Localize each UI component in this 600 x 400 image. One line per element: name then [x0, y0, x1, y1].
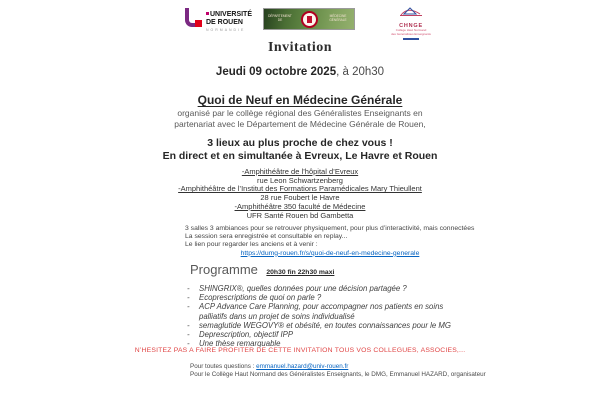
organizer-line-1: organisé par le collège régional des Généralistes Enseignants en: [177, 108, 423, 118]
organizer-line-2: partenariat avec le Département de Médecine Générale de Rouen,: [174, 118, 426, 129]
univ-rouen-sub-text: NORMANDIE: [206, 28, 246, 32]
chnge-sketch-icon: [398, 4, 424, 17]
chnge-logo-sub1: Collège Haut Normand: [395, 28, 427, 32]
venue-name: -Amphithéâtre de l’Institut des Formations Paramédicales Mary Thieullent: [178, 184, 422, 194]
chnge-logo-sub2: des Généralistes Enseignants: [391, 31, 431, 36]
venues-intro-line-1: 3 lieux au plus proche de chez vous !: [207, 137, 393, 149]
programme-item: - Ecoprescriptions de quoi on parle ?: [185, 293, 453, 302]
footer: [190, 363, 520, 380]
programme-item: - ACP Advance Care Planning, pour accompagner nos patients en soins palliatifs dans un projet de soins individualisé: [185, 302, 453, 320]
programme-time: 20h30 fin 22h30 maxi: [266, 269, 335, 276]
univ-rouen-logo-text: UNIVERSITÉ DE ROUEN NORMANDIE: [206, 8, 252, 35]
dumg-right-text: MÉDECINE GÉNÉRALE: [329, 14, 347, 22]
info-paragraph: [185, 225, 475, 258]
venues-intro: [0, 137, 600, 163]
venue-address: UFR Santé Rouen bd Gambetta: [246, 210, 354, 220]
programme-heading: [190, 261, 490, 279]
venue-name: -Amphithéâtre de l’hôpital d’Evreux: [241, 167, 359, 176]
session-replay-link[interactable]: https://dumg-rouen.fr/s/quoi-de-neuf-en-medecine-generale: [240, 249, 420, 257]
organizer-text: [0, 108, 600, 129]
venue-address: rue Leon Schwartzenberg: [257, 175, 343, 185]
event-title: Quoi de Neuf en Médecine Générale: [197, 93, 403, 107]
logo-square-icon: [206, 12, 209, 15]
chnge-logo-name: CHNGE: [399, 23, 423, 29]
dumg-banner-logo: [263, 8, 355, 30]
invitation-heading: Invitation: [267, 40, 333, 55]
footer-questions-prefix: Pour toutes questions :: [190, 363, 257, 370]
info-line-1: 3 salles 3 ambiances pour se retrouver physiquement, pour plus d’interactivité, mais connectées: [185, 225, 475, 232]
dumg-left-text: DÉPARTEMENT DE: [268, 14, 292, 22]
programme-item: - Une thèse remarquable: [185, 339, 453, 348]
venue-name: -Amphithéâtre 350 faculté de Médecine: [234, 201, 366, 211]
venue-address: 28 rue Foubert le Havre: [260, 193, 340, 203]
footer-organizer-line: Pour le Collège Haut Normand des Généralistes Enseignants, le DMG, Emmanuel HAZARD, organisateur: [190, 371, 486, 379]
footer-questions-line: [190, 363, 520, 371]
univ-rouen-u-icon: [185, 8, 203, 29]
univ-rouen-logo: [185, 8, 252, 35]
chnge-logo: [386, 4, 436, 40]
programme-item: - SHINGRIX®, quelles données pour une décision partagée ?: [185, 284, 453, 293]
event-date-time: , à 20h30: [336, 66, 385, 78]
programme-list: [185, 284, 453, 348]
info-line-2: La session sera enregistrée et consultable en replay...: [185, 232, 348, 240]
programme-label: Programme: [190, 262, 258, 277]
programme-item: - semaglutide WEGOVY® et obésité, en toutes connaissances pour le MG: [185, 321, 453, 330]
callout-text: N’HESITEZ PAS A FAIRE PROFITER DE CETTE INVITATION TOUS VOS COLLEGUES, ASSOCIES,...: [134, 347, 466, 354]
venues-list: [0, 168, 600, 220]
event-date: [0, 66, 600, 78]
programme-item: - Deprescription, objectif IPP: [185, 330, 453, 339]
dumg-badge-icon: [301, 11, 318, 28]
info-line-3: Le lien pour regarder les anciens et à venir :: [185, 240, 318, 248]
contact-email-link[interactable]: emmanuel.hazard@univ-rouen.fr: [256, 363, 349, 370]
venues-intro-line-2: En direct et en simultanée à Evreux, Le Havre et Rouen: [162, 150, 438, 162]
event-date-day: Jeudi 09 octobre 2025: [215, 66, 337, 78]
